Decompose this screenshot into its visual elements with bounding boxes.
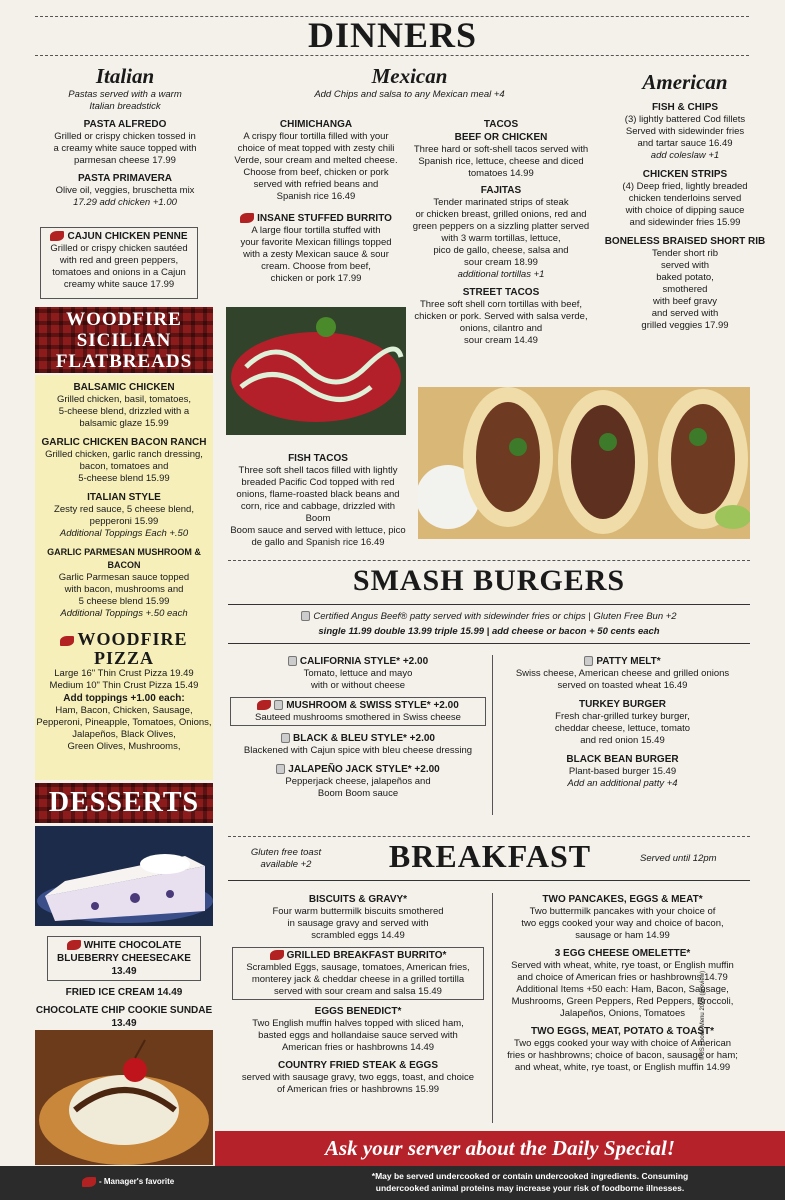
menu-item-desc: tomatoes and onions in a Cajun bbox=[52, 267, 186, 278]
tacos-image bbox=[418, 387, 750, 539]
daily-special-banner: Ask your server about the Daily Special! bbox=[215, 1131, 785, 1166]
menu-item-desc: corn, rice and cabbage, drizzled with Boom bbox=[240, 501, 396, 524]
menu-item-desc: bacon, tomatoes and bbox=[79, 461, 169, 472]
menu-item-desc: with or without cheese bbox=[311, 680, 405, 691]
menu-item-name: FISH & CHIPS bbox=[651, 102, 719, 113]
menu-item-desc: Zesty red sauce, 5 cheese blend, bbox=[54, 504, 194, 515]
menu-item-name: GARLIC CHICKEN BACON RANCH bbox=[41, 437, 207, 448]
fish-tacos-item bbox=[228, 452, 408, 549]
menu-item-desc: breaded Pacific Cod topped with red bbox=[241, 477, 395, 488]
menu-item-name: TWO PANCAKES, EGGS & MEAT* bbox=[542, 894, 703, 905]
menu-item-desc: served with sour cream and salsa 15.49 bbox=[274, 986, 442, 997]
menu-item-name: CHIMICHANGA bbox=[279, 119, 353, 130]
flatbreads-title: SICILIAN bbox=[76, 330, 172, 351]
burgers-intro-text: Certified Angus Beef® patty served with sidewinder fries or chips | Gluten Free Bun +2 bbox=[313, 611, 677, 622]
menu-item-desc: Additional Toppings +.50 each bbox=[60, 608, 188, 619]
menu-item-desc: Garlic Parmesan sauce topped bbox=[58, 572, 190, 583]
menu-item-desc: Two eggs cooked your way with choice of American bbox=[513, 1038, 732, 1049]
mexican-header bbox=[228, 64, 591, 101]
menu-item-desc: Jalapeños, Onions, Tomatoes bbox=[560, 1008, 685, 1019]
menu-item-desc: Two English muffin halves topped with sliced ham, bbox=[252, 1018, 464, 1029]
menu-item-name: GARLIC PARMESAN MUSHROOM & BACON bbox=[47, 547, 201, 570]
menu-item-desc: Four warm buttermilk biscuits smothered bbox=[272, 906, 444, 917]
menu-item-desc: cheddar cheese, lettuce, tomato bbox=[554, 723, 691, 734]
menu-item-desc: served with bbox=[660, 260, 710, 271]
menu-item-desc: served on toasted wheat 16.49 bbox=[557, 680, 688, 691]
menu-item-name: BLACK & BLEU STYLE* +2.00 bbox=[293, 733, 435, 744]
pizza-toppings-label: Add toppings +1.00 each: bbox=[63, 693, 185, 704]
pizza-title: WOODFIRE bbox=[77, 629, 188, 649]
favorite-icon bbox=[67, 940, 81, 950]
menu-item-desc: Blackened with Cajun spice with bleu cheese dressing bbox=[243, 745, 473, 756]
italian-heading: Italian bbox=[95, 64, 155, 88]
menu-item-desc: Grilled or crispy chicken sautéed bbox=[50, 243, 188, 254]
chimichanga-item bbox=[226, 118, 406, 203]
gluten-free-text: available +2 bbox=[260, 859, 312, 870]
menu-item-name: WHITE CHOCOLATE bbox=[83, 940, 182, 951]
menu-item-desc: basted eggs and hollandaise sauce served with bbox=[258, 1030, 458, 1041]
sundae-image bbox=[35, 1030, 213, 1165]
certified-icon bbox=[274, 700, 283, 710]
menu-item-desc: Served with sidewinder fries bbox=[625, 126, 745, 137]
pizza-toppings: Green Olives, Mushrooms, bbox=[67, 741, 181, 752]
menu-item-desc: American fries or hashbrowns 14.49 bbox=[281, 1042, 435, 1053]
menu-item-desc: sour cream 14.49 bbox=[464, 335, 538, 346]
menu-item-name: JALAPEÑO JACK STYLE* +2.00 bbox=[288, 764, 440, 775]
burgers-title: SMASH BURGERS bbox=[352, 564, 626, 597]
menu-item-desc: sour cream 18.99 bbox=[464, 257, 538, 268]
menu-item-desc: onions, flame-roasted black beans and bbox=[236, 489, 400, 500]
menu-item-desc: chicken tenderloins served bbox=[628, 193, 742, 204]
italian-section bbox=[35, 64, 215, 209]
cheesecake-image bbox=[35, 826, 213, 926]
menu-item-name: TURKEY BURGER bbox=[578, 699, 667, 710]
favorite-icon bbox=[50, 231, 64, 241]
menu-item-desc: with 3 warm tortillas, lettuce, bbox=[441, 233, 561, 244]
menu-item-desc: add coleslaw +1 bbox=[650, 150, 720, 161]
menu-item-desc: Grilled or crispy chicken tossed in bbox=[54, 131, 196, 142]
pizza-toppings: Ham, Bacon, Chicken, Sausage, bbox=[55, 705, 193, 716]
mexican-intro: Add Chips and salsa to any Mexican meal +4 bbox=[314, 89, 505, 100]
menu-item-desc: creamy white sauce 17.99 bbox=[63, 279, 175, 290]
footer-disclaimer: undercooked animal proteins may increase your risk of foodborne illnesses. bbox=[375, 1183, 685, 1193]
flatbreads-title: WOODFIRE bbox=[66, 309, 182, 330]
menu-item-name: FRIED ICE CREAM 14.49 bbox=[65, 987, 183, 998]
menu-item-desc: Choose from beef, chicken or pork bbox=[243, 167, 389, 178]
menu-item-desc: two eggs cooked your way and choice of bacon, bbox=[521, 918, 724, 929]
menu-item-desc: 5 cheese blend 15.99 bbox=[78, 596, 170, 607]
menu-item-desc: Pepperjack cheese, jalapeños and bbox=[285, 776, 431, 787]
menu-item-desc: Grilled chicken, garlic ranch dressing, bbox=[45, 449, 203, 460]
desserts-list bbox=[35, 936, 213, 1042]
menu-item-desc: Three soft shell tacos filled with lightly bbox=[238, 465, 398, 476]
menu-item-desc: and wheat, white, rye toast, or English muffin 14.99 bbox=[514, 1062, 731, 1073]
gluten-free-note bbox=[236, 847, 336, 871]
tacos-item bbox=[412, 118, 590, 347]
menu-item-name: BONELESS BRAISED SHORT RIB bbox=[604, 236, 766, 247]
favorite-icon bbox=[270, 950, 284, 960]
italian-intro: Pastas served with a warm bbox=[68, 89, 182, 100]
menu-item-desc: Scrambled Eggs, sausage, tomatoes, American fries, bbox=[246, 962, 470, 973]
flatbreads-list bbox=[35, 375, 213, 780]
menu-item-desc: Additional Toppings Each +.50 bbox=[59, 528, 189, 539]
menu-item-desc: your favorite Mexican fillings topped bbox=[240, 237, 392, 248]
menu-item-name: INSANE STUFFED BURRITO bbox=[257, 213, 392, 224]
menu-item-name: CHICKEN STRIPS bbox=[642, 169, 728, 180]
pizza-toppings: Jalapeños, Black Olives, bbox=[72, 729, 176, 740]
menu-item-desc: onions, cilantro and bbox=[459, 323, 543, 334]
menu-item-name: BALSAMIC CHICKEN bbox=[73, 382, 175, 393]
breakfast-right bbox=[495, 893, 750, 1074]
menu-item-desc: Boom sauce and served with lettuce, pico bbox=[230, 525, 406, 536]
menu-item-desc: Served with wheat, white, rye toast, or English muffin bbox=[511, 960, 734, 971]
menu-item-desc: pepperoni 15.99 bbox=[89, 516, 159, 527]
menu-item-name: FISH TACOS bbox=[288, 453, 348, 464]
tacos-photo bbox=[418, 387, 750, 539]
menu-item-desc: Tender short rib bbox=[651, 248, 718, 259]
flatbreads-title: FLATBREADS bbox=[55, 351, 193, 372]
menu-item-desc: 5-cheese blend 15.99 bbox=[78, 473, 170, 484]
favorite-icon bbox=[257, 700, 271, 710]
favorite-icon bbox=[240, 213, 254, 223]
menu-item-desc: in sausage gravy and served with bbox=[287, 918, 429, 929]
menu-item-name: PASTA PRIMAVERA bbox=[77, 173, 173, 184]
menu-item-desc: served with refried beans and bbox=[253, 179, 379, 190]
certified-icon bbox=[281, 733, 290, 743]
certified-icon bbox=[288, 656, 297, 666]
menu-item-desc: Sauteed mushrooms smothered in Swiss cheese bbox=[255, 712, 461, 723]
menu-item-desc: green peppers on a sizzling platter served bbox=[412, 221, 590, 232]
menu-item-desc: additional tortillas +1 bbox=[457, 269, 545, 280]
menu-item-desc: A crispy flour tortilla filled with your bbox=[243, 131, 389, 142]
menu-item-desc: (4) Deep fried, lightly breaded bbox=[622, 181, 748, 192]
american-section bbox=[600, 70, 770, 332]
menu-item-name: MUSHROOM & SWISS STYLE* +2.00 bbox=[286, 700, 459, 711]
menu-item-name: EGGS BENEDICT* bbox=[314, 1006, 402, 1017]
pizza-toppings: Pepperoni, Pineapple, Tomatoes, Onions, bbox=[36, 717, 212, 728]
american-heading: American bbox=[642, 70, 728, 94]
mushroom-swiss-box bbox=[230, 697, 486, 726]
menu-item-desc: 5-cheese blend, drizzled with a bbox=[58, 406, 190, 417]
certified-icon bbox=[584, 656, 593, 666]
burrito-photo bbox=[226, 307, 406, 435]
breakfast-left bbox=[228, 893, 488, 1096]
menu-item-name: CALIFORNIA STYLE* +2.00 bbox=[299, 656, 429, 667]
menu-item-desc: Grilled chicken, basil, tomatoes, bbox=[56, 394, 192, 405]
burrito-image bbox=[226, 307, 406, 435]
pizza-size: Medium 10" Thin Crust Pizza 15.49 bbox=[49, 680, 199, 691]
menu-item-desc: Swiss cheese, American cheese and grilled onions bbox=[515, 668, 730, 679]
menu-item-desc: with beef gravy bbox=[653, 296, 717, 307]
menu-item-name: PATTY MELT* bbox=[596, 656, 661, 667]
breakfast-burrito-box bbox=[232, 947, 484, 1000]
menu-item-desc: Spanish rice, lettuce, cheese and diced bbox=[418, 156, 584, 167]
menu-item-name: BISCUITS & GRAVY* bbox=[308, 894, 408, 905]
menu-item-name: STREET TACOS bbox=[462, 287, 540, 298]
menu-item-name: FAJITAS bbox=[480, 185, 522, 196]
menu-item-desc: smothered bbox=[662, 284, 708, 295]
menu-item-desc: and red onion 15.49 bbox=[580, 735, 665, 746]
menu-item-name: ITALIAN STYLE bbox=[87, 492, 161, 503]
gluten-free-text: Gluten free toast bbox=[250, 847, 322, 858]
menu-item-desc: and served with bbox=[651, 308, 719, 319]
menu-item-desc: with choice of dipping sauce bbox=[625, 205, 745, 216]
menu-item-desc: Add an additional patty +4 bbox=[567, 778, 678, 789]
menu-item-desc: sausage or ham 14.99 bbox=[575, 930, 670, 941]
menu-item-desc: Plant-based burger 15.49 bbox=[568, 766, 677, 777]
burrito-item bbox=[226, 212, 406, 285]
menu-item-name: CAJUN CHICKEN PENNE bbox=[67, 231, 188, 242]
footer-disclaimer: *May be served undercooked or contain undercooked ingredients. Consuming bbox=[371, 1171, 689, 1181]
menu-item-desc: and tartar sauce 16.49 bbox=[637, 138, 733, 149]
menu-item-name: TWO EGGS, MEAT, POTATO & TOAST* bbox=[531, 1026, 714, 1037]
menu-item-desc: grilled veggies 17.99 bbox=[641, 320, 729, 331]
burgers-left bbox=[228, 655, 488, 800]
menu-item-name: COUNTRY FRIED STEAK & EGGS bbox=[277, 1060, 438, 1071]
menu-item-name: 3 EGG CHEESE OMELETTE* bbox=[554, 948, 691, 959]
menu-item-desc: A large flour tortilla stuffed with bbox=[251, 225, 381, 236]
menu-item-desc: chicken or pork. Served with salsa verde, bbox=[414, 311, 588, 322]
menu-item-desc: Three hard or soft-shell tacos served with bbox=[413, 144, 589, 155]
menu-item-desc: fries or hashbrowns; choice of bacon, sausage or ham; bbox=[507, 1050, 738, 1061]
menu-item-name: GRILLED BREAKFAST BURRITO* bbox=[286, 950, 447, 961]
menu-item-desc: of American fries or hashbrowns 15.99 bbox=[276, 1084, 440, 1095]
menu-item-desc: Tender marinated strips of steak bbox=[433, 197, 569, 208]
menu-item-desc: Tomato, lettuce and mayo bbox=[303, 668, 413, 679]
menu-item-desc: Fresh char-grilled turkey burger, bbox=[555, 711, 690, 722]
menu-item-desc: with red and green peppers, bbox=[59, 255, 179, 266]
dinners-title: DINNERS bbox=[307, 15, 478, 55]
certified-icon bbox=[276, 764, 285, 774]
menu-item-desc: 17.29 add chicken +1.00 bbox=[73, 197, 177, 208]
menu-item-desc: Boom Boom sauce bbox=[317, 788, 399, 799]
menu-item-desc: pico de gallo, cheese, salsa and bbox=[433, 245, 569, 256]
menu-item-desc: Three soft shell corn tortillas with beef, bbox=[419, 299, 583, 310]
breakfast-title: BREAKFAST bbox=[388, 838, 592, 874]
menu-item-name: BLUEBERRY CHEESECAKE 13.49 bbox=[57, 953, 191, 977]
menu-item-desc: Mushrooms, Green Peppers, Red Peppers, Broccoli, bbox=[511, 996, 734, 1007]
menu-item-name: BLACK BEAN BURGER bbox=[566, 754, 679, 765]
menu-item-sub: BEEF OR CHICKEN bbox=[454, 132, 548, 143]
pizza-size: Large 16" Thin Crust Pizza 19.49 bbox=[54, 668, 194, 679]
favorite-icon bbox=[82, 1177, 96, 1187]
menu-item-desc: baked potato, bbox=[656, 272, 714, 283]
menu-item-desc: a creamy white sauce topped with bbox=[53, 143, 197, 154]
copyright-note: ©US Foods Menu 2025 (preview) bbox=[700, 970, 706, 1060]
menu-item-desc: chicken or pork 17.99 bbox=[270, 273, 362, 284]
menu-item-name: TACOS bbox=[483, 119, 519, 130]
menu-item-desc: Spanish rice 16.49 bbox=[276, 191, 356, 202]
menu-item-desc: balsamic glaze 15.99 bbox=[79, 418, 169, 429]
menu-item-desc: served with sausage gravy, two eggs, toast, and choice bbox=[241, 1072, 475, 1083]
menu-item-desc: Olive oil, veggies, bruschetta mix bbox=[55, 185, 195, 196]
menu-item-desc: parmesan cheese 17.99 bbox=[74, 155, 176, 166]
menu-item-desc: scrambled eggs 14.49 bbox=[311, 930, 405, 941]
desserts-banner: DESSERTS bbox=[35, 783, 213, 823]
cheesecake-photo bbox=[35, 826, 213, 926]
cajun-penne-box bbox=[40, 227, 198, 299]
pizza-title: PIZZA bbox=[93, 648, 154, 668]
italian-intro-2: Italian breadstick bbox=[89, 101, 161, 112]
menu-item-desc: cream. Choose from beef, bbox=[261, 261, 371, 272]
burgers-sizes: single 11.99 double 13.99 triple 15.99 | add cheese or bacon + 50 cents each bbox=[318, 626, 660, 637]
menu-item-desc: Additional Items +50 each: Ham, Bacon, Sausage, bbox=[516, 984, 729, 995]
menu-item-desc: and choice of American fries or hashbrowns 14.79 bbox=[517, 972, 728, 983]
burgers-right bbox=[495, 655, 750, 790]
flatbreads-banner bbox=[35, 307, 213, 373]
menu-item-desc: with bacon, mushrooms and bbox=[64, 584, 184, 595]
served-until: Served until 12pm bbox=[640, 853, 717, 864]
certified-icon bbox=[301, 611, 310, 621]
menu-item-name: CHOCOLATE CHIP COOKIE SUNDAE 13.49 bbox=[35, 1005, 213, 1029]
menu-item-desc: Two buttermilk pancakes with your choice of bbox=[529, 906, 716, 917]
menu-item-desc: (3) lightly battered Cod fillets bbox=[624, 114, 746, 125]
burgers-intro bbox=[228, 611, 750, 623]
cheesecake-box bbox=[47, 936, 201, 981]
menu-item-desc: Verde, sour cream and melted cheese. bbox=[234, 155, 398, 166]
mexican-heading: Mexican bbox=[371, 64, 448, 88]
menu-item-desc: de gallo and Spanish rice 16.49 bbox=[251, 537, 385, 548]
footer bbox=[0, 1166, 785, 1200]
menu-item-desc: with a zesty Mexican sauce & sour bbox=[243, 249, 389, 260]
menu-item-desc: monterey jack & cheddar cheese in a grilled tortilla bbox=[251, 974, 465, 985]
sundae-photo bbox=[35, 1030, 213, 1165]
favorite-legend: - Manager's favorite bbox=[99, 1177, 175, 1187]
menu-item-name: PASTA ALFREDO bbox=[83, 119, 167, 130]
favorite-icon bbox=[60, 636, 74, 646]
menu-item-desc: tomatoes 14.99 bbox=[468, 168, 534, 179]
menu-item-desc: and sidewinder fries 15.99 bbox=[629, 217, 741, 228]
menu-item-desc: or chicken breast, grilled onions, red and bbox=[415, 209, 587, 220]
menu-item-desc: choice of meat topped with zesty chili bbox=[237, 143, 395, 154]
